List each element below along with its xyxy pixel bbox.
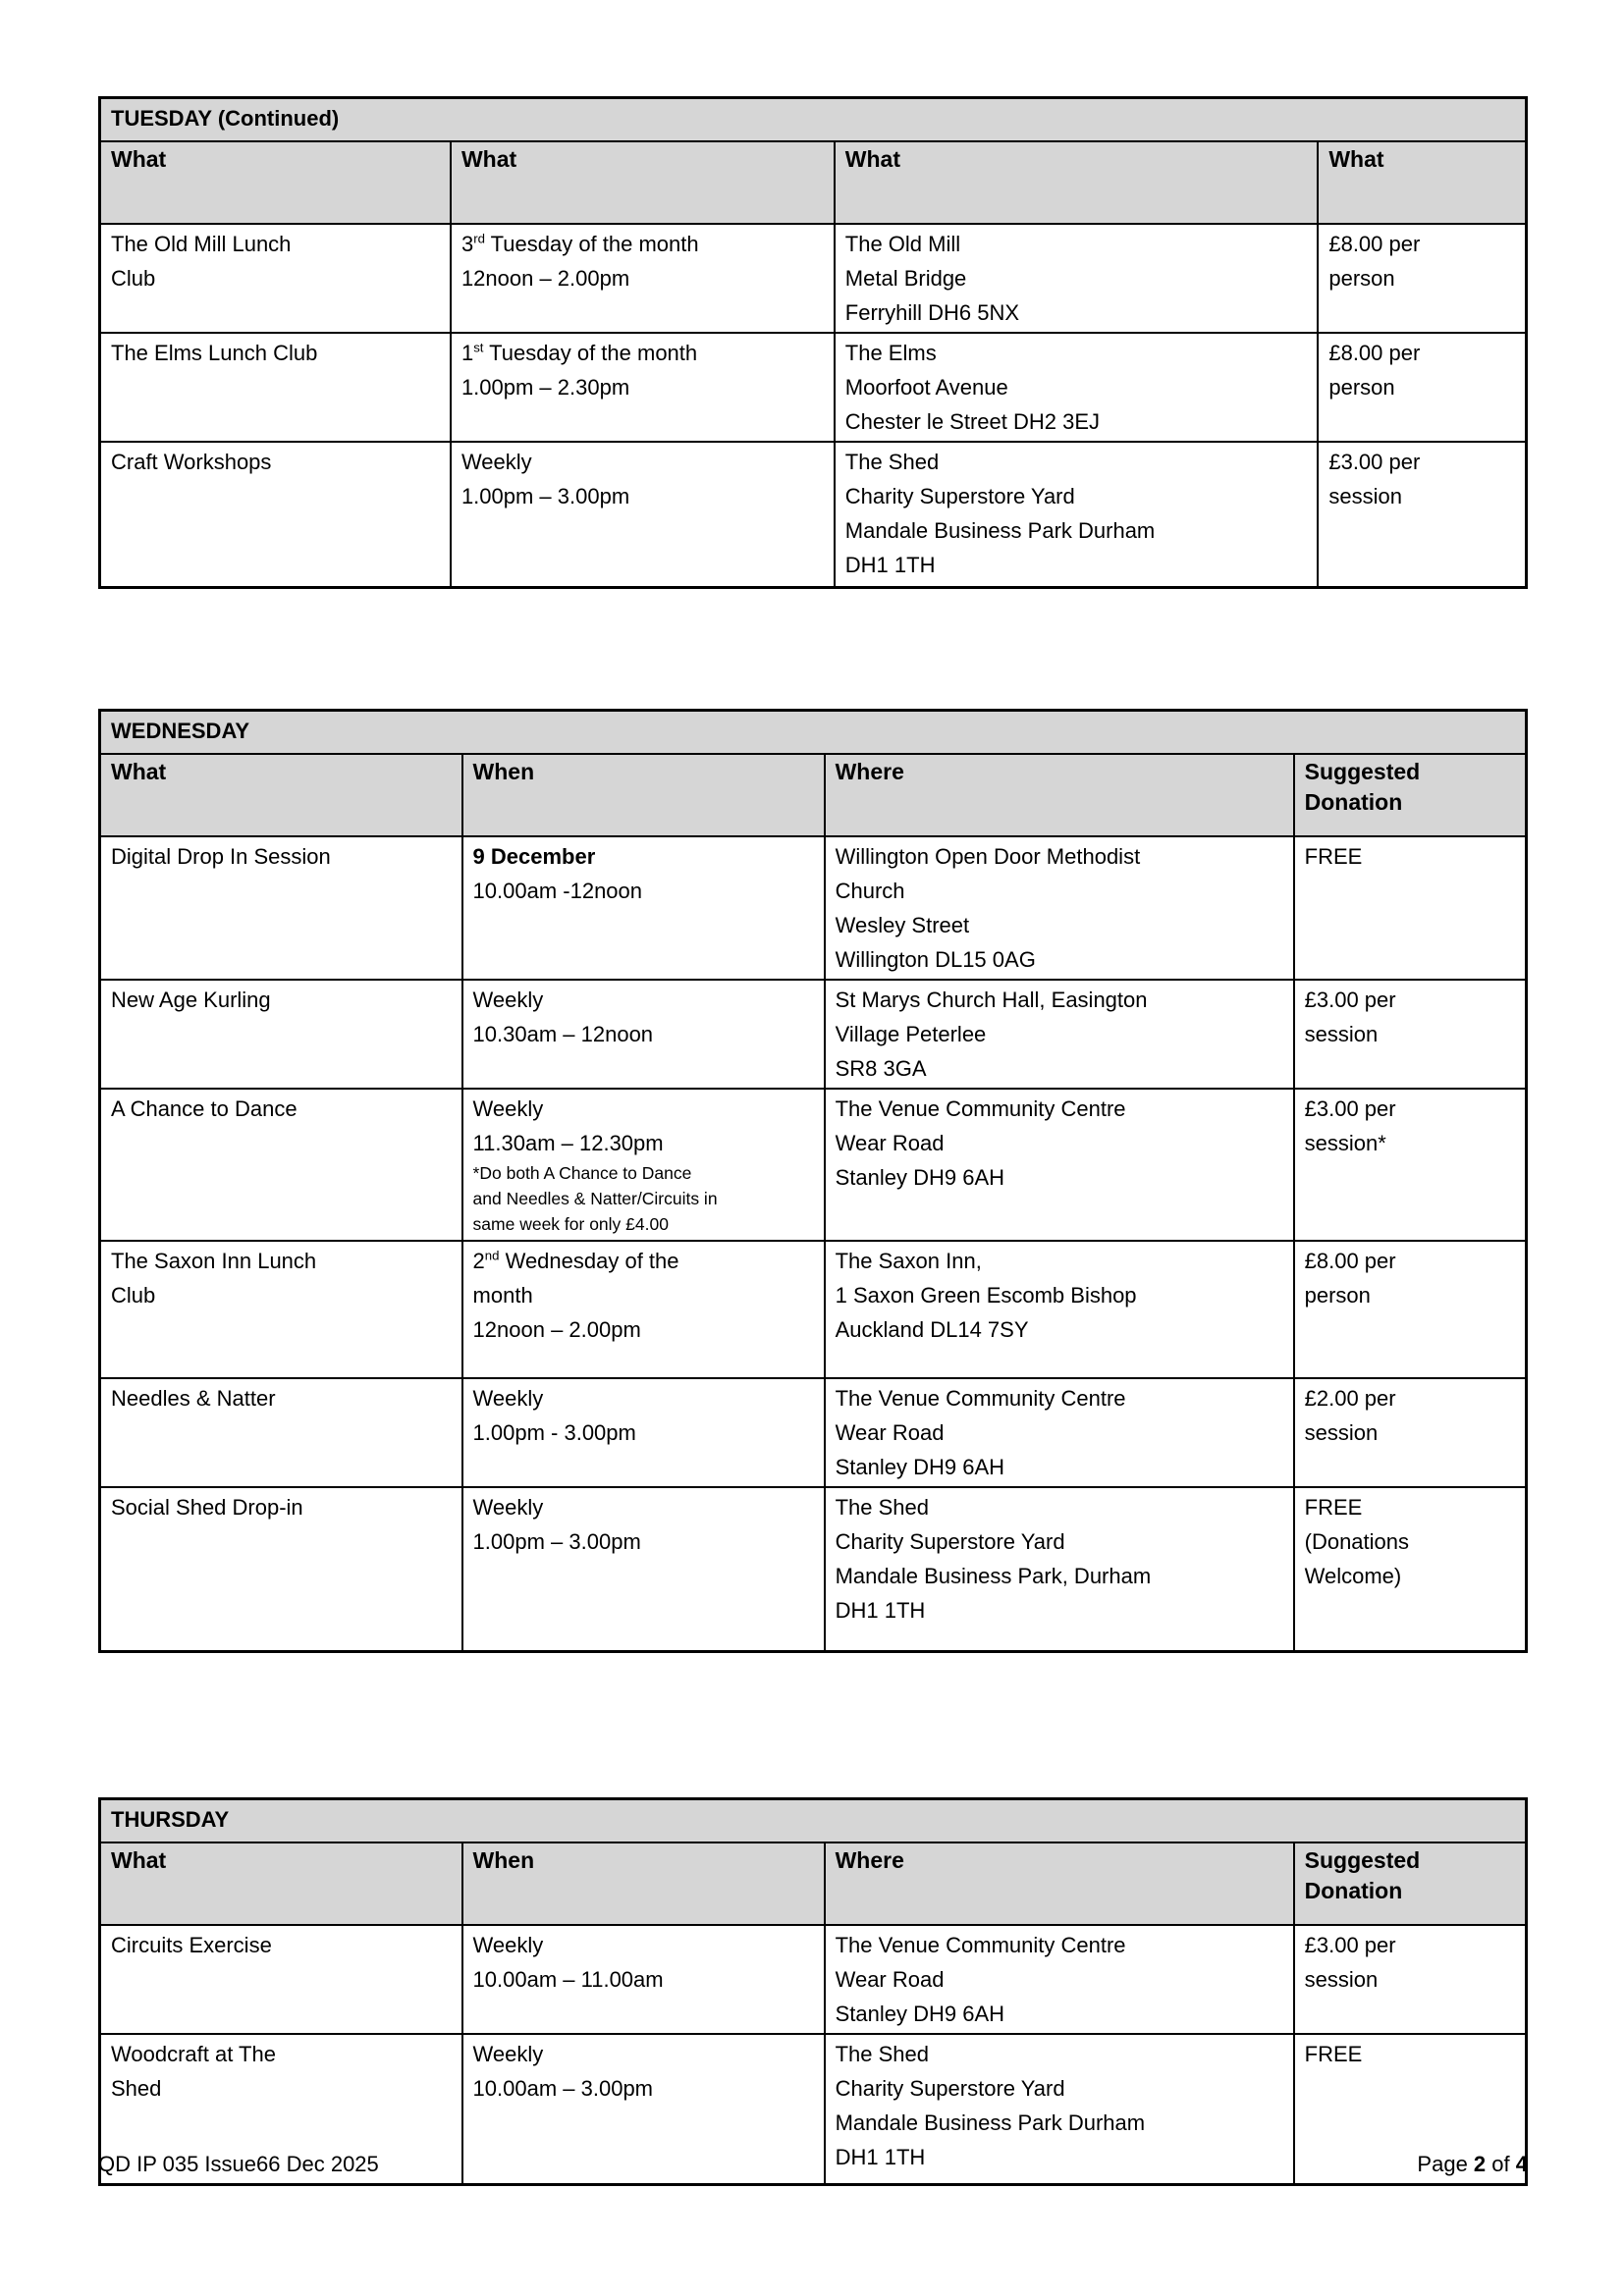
cell-what: [100, 1925, 462, 2034]
cell-what: [100, 1378, 462, 1487]
cell-line: 1 Saxon Green Escomb Bishop: [835, 1282, 1137, 1308]
cell-line: FREE: [1304, 1494, 1363, 1520]
cell-line: Moorfoot Avenue: [844, 375, 1008, 400]
cell-line: Weekly: [472, 1095, 544, 1121]
cell-line: Charity Superstore Yard: [835, 1528, 1065, 1554]
cell-line: Woodcraft at The: [111, 2042, 276, 2066]
cell-line: £8.00 per: [1304, 1248, 1396, 1273]
cell-line: Weekly: [472, 1933, 544, 1957]
cell-line: The Saxon Inn,: [835, 1248, 982, 1273]
cell-line: Chester le Street DH2 3EJ: [844, 409, 1101, 434]
cell-line: 1.00pm – 3.00pm: [460, 484, 630, 508]
cell-line: Wesley Street: [835, 912, 970, 937]
cell-line: Needles & Natter: [111, 1385, 276, 1411]
cell-line: 1.00pm – 3.00pm: [472, 1528, 641, 1554]
column-header-donation: Suggested Donation: [1294, 1842, 1527, 1925]
cell-when: [451, 442, 835, 587]
tables-container: [98, 96, 1528, 2186]
cell-line: SR8 3GA: [835, 1055, 927, 1081]
cell-line: 1.00pm – 2.30pm: [460, 375, 630, 400]
table-row: [100, 1241, 1527, 1378]
column-header-row: [100, 754, 1527, 836]
cell-line: Metal Bridge: [844, 266, 967, 291]
cell-line: Weekly: [472, 1385, 544, 1411]
cell-line: 3rd Tuesday of the month: [460, 231, 699, 256]
cell-line: New Age Kurling: [111, 987, 271, 1012]
cell-line: The Shed: [844, 450, 940, 474]
cell-what: [100, 980, 462, 1089]
cell-line: £3.00 per: [1304, 1933, 1396, 1957]
cell-where: [835, 224, 1319, 333]
cell-line: 9 December: [472, 843, 596, 869]
cell-when: [451, 224, 835, 333]
document-page: [98, 96, 1528, 2186]
cell-line: month: [472, 1282, 533, 1308]
table-row: [100, 333, 1527, 442]
cell-line: Charity Superstore Yard: [844, 484, 1075, 508]
cell-donation: [1294, 1089, 1527, 1241]
cell-line: *Do both A Chance to Dance: [472, 1162, 692, 1183]
cell-line: session: [1304, 1967, 1379, 1992]
tuesday-continued-table: [98, 96, 1528, 589]
cell-line: same week for only £4.00: [472, 1213, 669, 1234]
cell-line: £8.00 per: [1328, 232, 1421, 256]
column-header-what: What: [100, 754, 462, 836]
footer-page-number: Page 2 of 4: [1417, 2152, 1528, 2176]
cell-line: A Chance to Dance: [111, 1095, 298, 1121]
column-header-when: What: [451, 141, 835, 224]
cell-what: [100, 836, 462, 980]
cell-line: (Donations: [1304, 1528, 1410, 1554]
cell-line: session: [1328, 484, 1402, 508]
cell-line: Mandale Business Park Durham: [844, 518, 1156, 543]
column-header-what: What: [100, 141, 451, 224]
table-row: [100, 442, 1527, 587]
cell-line: £8.00 per: [1328, 341, 1421, 365]
cell-when: [462, 980, 825, 1089]
cell-line: Club: [111, 1282, 156, 1308]
cell-where: [825, 1925, 1294, 2034]
cell-line: Digital Drop In Session: [111, 843, 331, 869]
cell-when: [462, 1241, 825, 1378]
cell-line: Charity Superstore Yard: [835, 2076, 1065, 2101]
cell-line: £3.00 per: [1304, 987, 1396, 1012]
cell-when: [462, 836, 825, 980]
cell-what: [100, 224, 451, 333]
table-row: [100, 1089, 1527, 1241]
cell-line: 12noon – 2.00pm: [472, 1316, 641, 1342]
cell-line: FREE: [1304, 2042, 1363, 2066]
column-header-row: [100, 1842, 1527, 1925]
cell-donation: [1318, 442, 1526, 587]
cell-line: person: [1328, 266, 1395, 291]
cell-line: Craft Workshops: [111, 450, 272, 474]
cell-what: [100, 1241, 462, 1378]
cell-line: Wear Road: [835, 1130, 945, 1155]
cell-where: [825, 1241, 1294, 1378]
cell-when: [462, 1925, 825, 2034]
cell-line: The Elms: [844, 341, 937, 365]
cell-line: Shed: [111, 2076, 162, 2101]
column-header-where: Where: [825, 1842, 1294, 1925]
cell-line: 12noon – 2.00pm: [460, 266, 630, 291]
cell-line: Club: [111, 266, 156, 291]
cell-line: Circuits Exercise: [111, 1933, 272, 1957]
table-title: TUESDAY (Continued): [100, 98, 1527, 142]
cell-line: Wear Road: [835, 1419, 945, 1445]
cell-line: person: [1328, 375, 1395, 400]
cell-line: The Elms Lunch Club: [111, 341, 318, 365]
column-header-when: When: [462, 1842, 825, 1925]
cell-where: [825, 980, 1294, 1089]
table-row: [100, 224, 1527, 333]
wednesday-table: [98, 709, 1528, 1654]
column-header-row: [100, 141, 1527, 224]
cell-what: [100, 442, 451, 587]
cell-line: session: [1304, 1419, 1379, 1445]
cell-line: £2.00 per: [1304, 1385, 1396, 1411]
table-title-row: [100, 710, 1527, 754]
cell-when: [462, 1378, 825, 1487]
cell-line: Weekly: [460, 450, 532, 474]
cell-line: 1.00pm - 3.00pm: [472, 1419, 636, 1445]
cell-donation: [1294, 980, 1527, 1089]
cell-line: 1st Tuesday of the month: [460, 340, 698, 365]
cell-line: DH1 1TH: [844, 553, 936, 577]
column-header-when: When: [462, 754, 825, 836]
cell-line: session*: [1304, 1130, 1386, 1155]
thursday-table: [98, 1797, 1528, 2186]
cell-line: Welcome): [1304, 1563, 1402, 1588]
table-row: [100, 1925, 1527, 2034]
cell-when: [462, 1089, 825, 1241]
cell-donation: [1294, 1378, 1527, 1487]
cell-line: Stanley DH9 6AH: [835, 2002, 1005, 2026]
cell-line: The Shed: [835, 1494, 929, 1520]
cell-line: Auckland DL14 7SY: [835, 1316, 1029, 1342]
cell-where: [825, 1089, 1294, 1241]
cell-line: £3.00 per: [1328, 450, 1421, 474]
cell-line: The Old Mill Lunch: [111, 232, 292, 256]
cell-line: and Needles & Natter/Circuits in: [472, 1188, 718, 1208]
cell-what: [100, 333, 451, 442]
cell-line: session: [1304, 1021, 1379, 1046]
cell-line: The Saxon Inn Lunch: [111, 1248, 317, 1273]
cell-line: 10.00am -12noon: [472, 878, 643, 903]
cell-line: The Old Mill: [844, 232, 961, 256]
cell-donation: [1294, 1487, 1527, 1652]
cell-line: DH1 1TH: [835, 1597, 926, 1623]
cell-when: [462, 1487, 825, 1652]
column-header-donation: What: [1318, 141, 1526, 224]
cell-line: St Marys Church Hall, Easington: [835, 987, 1148, 1012]
table-row: [100, 1487, 1527, 1652]
cell-where: [835, 442, 1319, 587]
cell-line: 10.00am – 3.00pm: [472, 2076, 654, 2101]
cell-when: [451, 333, 835, 442]
cell-where: [825, 836, 1294, 980]
cell-line: Weekly: [472, 2042, 544, 2066]
cell-line: 10.00am – 11.00am: [472, 1967, 664, 1992]
cell-line: The Venue Community Centre: [835, 1933, 1126, 1957]
table-row: [100, 980, 1527, 1089]
cell-line: 10.30am – 12noon: [472, 1021, 654, 1046]
table-title-row: [100, 98, 1527, 142]
cell-line: Church: [835, 878, 905, 903]
cell-donation: [1294, 836, 1527, 980]
cell-line: Willington Open Door Methodist: [835, 843, 1141, 869]
footer-document-reference: QD IP 035 Issue66 Dec 2025: [98, 2152, 379, 2176]
column-header-donation: Suggested Donation: [1294, 754, 1527, 836]
page-footer: [98, 2152, 1528, 2177]
cell-donation: [1294, 1925, 1527, 2034]
cell-line: DH1 1TH: [835, 2145, 926, 2169]
cell-line: Mandale Business Park, Durham: [835, 1563, 1152, 1588]
cell-line: £3.00 per: [1304, 1095, 1396, 1121]
table-title: THURSDAY: [100, 1799, 1527, 1843]
table-title: WEDNESDAY: [100, 710, 1527, 754]
cell-donation: [1318, 224, 1526, 333]
cell-line: Stanley DH9 6AH: [835, 1164, 1005, 1190]
cell-what: [100, 1089, 462, 1241]
table-row: [100, 836, 1527, 980]
cell-line: Ferryhill DH6 5NX: [844, 300, 1020, 325]
cell-line: 2nd Wednesday of the: [472, 1248, 679, 1273]
cell-donation: [1294, 1241, 1527, 1378]
cell-line: The Venue Community Centre: [835, 1385, 1126, 1411]
cell-where: [825, 1378, 1294, 1487]
cell-line: Village Peterlee: [835, 1021, 987, 1046]
cell-line: person: [1304, 1282, 1371, 1308]
cell-line: Stanley DH9 6AH: [835, 1454, 1005, 1479]
cell-line: Social Shed Drop-in: [111, 1494, 303, 1520]
cell-line: Willington DL15 0AG: [835, 946, 1036, 972]
cell-where: [835, 333, 1319, 442]
cell-where: [825, 1487, 1294, 1652]
table-row: [100, 1378, 1527, 1487]
cell-line: FREE: [1304, 843, 1363, 869]
cell-line: The Shed: [835, 2042, 929, 2066]
column-header-where: Where: [825, 754, 1294, 836]
cell-donation: [1318, 333, 1526, 442]
table-title-row: [100, 1799, 1527, 1843]
cell-line: 11.30am – 12.30pm: [472, 1130, 664, 1155]
column-header-where: What: [835, 141, 1319, 224]
cell-what: [100, 1487, 462, 1652]
cell-line: Wear Road: [835, 1967, 945, 1992]
column-header-what: What: [100, 1842, 462, 1925]
cell-line: Weekly: [472, 1494, 544, 1520]
cell-line: Weekly: [472, 987, 544, 1012]
cell-line: Mandale Business Park Durham: [835, 2110, 1146, 2135]
cell-line: The Venue Community Centre: [835, 1095, 1126, 1121]
